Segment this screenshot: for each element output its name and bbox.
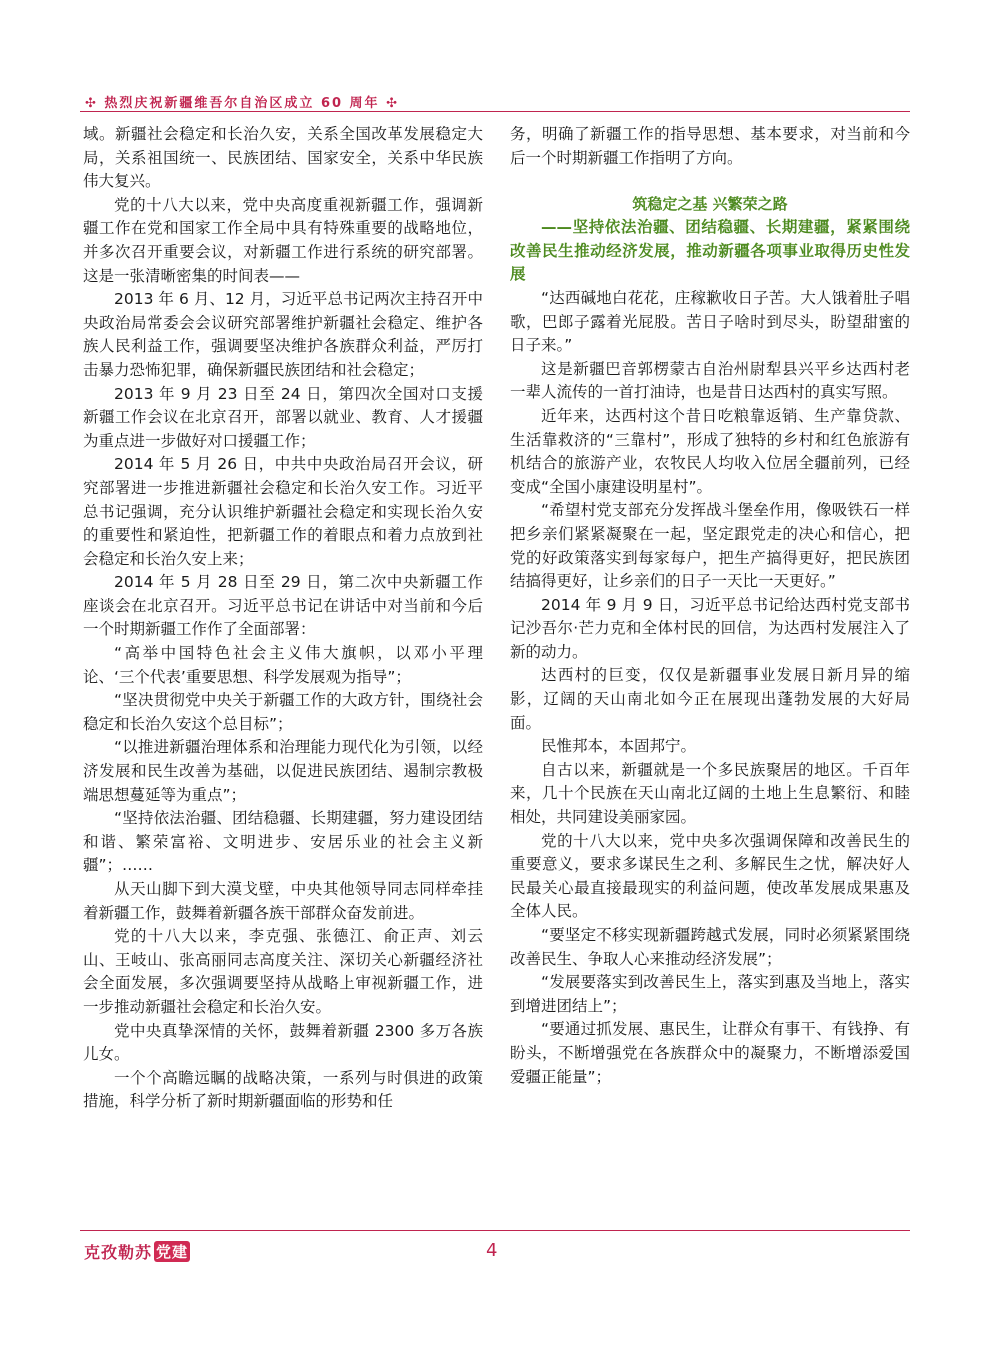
publication-logo — [84, 1240, 190, 1263]
paragraph: “高举中国特色社会主义伟大旗帜，以邓小平理论、‘三个代表’重要思想、科学发展观为指导”； — [83, 644, 483, 686]
paragraph: 从天山脚下到大漠戈壁，中央其他领导同志同样牵挂着新疆工作，鼓舞着新疆各族干部群众奋发前进。 — [83, 880, 483, 922]
paragraph: 2014 年 9 月 9 日，习近平总书记给达西村党支部书记沙吾尔·芒力克和全体村民的回信，为达西村发展注入了新的动力。 — [510, 595, 910, 661]
paragraph: 2014 年 5 月 26 日，中共中央政治局召开会议，研究部署进一步推进新疆社会稳定和长治久安工作。习近平总书记强调，充分认识维护新疆社会稳定和实现长治久安的重要性和紧迫性，把新疆工作的着眼点和着力点放到社会稳定和长治久安上来； — [83, 455, 483, 568]
paragraph: “以推进新疆治理体系和治理能力现代化为引领，以经济发展和民生改善为基础，以促进民族团结、遏制宗教极端思想蔓延等为重点”； — [83, 738, 483, 804]
page-header-title: ✣ 热烈庆祝新疆维吾尔自治区成立 60 周年 ✣ — [85, 96, 399, 111]
paragraph: 务，明确了新疆工作的指导思想、基本要求，对当前和今后一个时期新疆工作指明了方向。 — [510, 125, 910, 167]
paragraph: “坚持依法治疆、团结稳疆、长期建疆，努力建设团结和谐、繁荣富裕、文明进步、安居乐业的社会主义新疆”；…… — [83, 809, 483, 875]
paragraph: 党中央真挚深情的关怀，鼓舞着新疆 2300 多万各族儿女。 — [83, 1021, 483, 1064]
section-title: 筑稳定之基 兴繁荣之路 — [632, 195, 788, 214]
paragraph: “发展要落实到改善民生上，落实到惠及当地上，落实到增进团结上”； — [510, 973, 910, 1015]
logo-badge: 党建 — [156, 1243, 189, 1261]
section-subtitle: ——坚持依法治疆、团结稳疆、长期建疆，紧紧围绕改善民生推动经济发展，推动新疆各项事业取得历史性发展 — [510, 218, 910, 284]
footer-divider — [80, 1230, 910, 1231]
logo-text: 克孜勒苏 — [84, 1243, 153, 1262]
paragraph: 自古以来，新疆就是一个多民族聚居的地区。千百年来，几十个民族在天山南北辽阔的土地上生息繁衍、和睦相处，共同建设美丽家园。 — [510, 760, 910, 827]
page-number: 4 — [486, 1240, 498, 1261]
paragraph: “达西碱地白花花，庄稼歉收日子苦。大人饿着肚子唱歌，巴郎子露着光屁股。苦日子啥时到尽头，盼望甜蜜的日子来。” — [510, 288, 910, 355]
paragraph: 党的十八大以来，李克强、张德江、俞正声、刘云山、王岐山、张高丽同志高度关注、深切关心新疆经济社会全面发展，多次强调要坚持从战略上审视新疆工作，进一步推动新疆社会稳定和长治久安。 — [83, 927, 483, 1016]
paragraph: 达西村的巨变，仅仅是新疆事业发展日新月异的缩影，辽阔的天山南北如今正在展现出蓬勃发展的大好局面。 — [510, 666, 910, 732]
paragraph: 2014 年 5 月 28 日至 29 日，第二次中央新疆工作座谈会在北京召开。习近平总书记在讲话中对当前和今后一个时期新疆工作作了全面部署： — [83, 573, 483, 639]
paragraph: “要通过抓发展、惠民生，让群众有事干、有钱挣、有盼头，不断增强党在各族群众中的凝聚力，不断增添爱国爱疆正能量”； — [510, 1020, 910, 1086]
paragraph: 域。新疆社会稳定和长治久安，关系全国改革发展稳定大局，关系祖国统一、民族团结、国家安全，关系中华民族伟大复兴。 — [83, 125, 483, 191]
paragraph: 党的十八大以来，党中央多次强调保障和改善民生的重要意义，要求多谋民生之利、多解民生之忧，解决好人民最关心最直接最现实的利益问题，使改革发展成果惠及全体人民。 — [510, 831, 910, 921]
paragraph: 民惟邦本，本固邦宁。 — [541, 737, 697, 756]
right-column — [510, 123, 910, 1089]
paragraph: 这是新疆巴音郭楞蒙古自治州尉犁县兴平乡达西村老一辈人流传的一首打油诗，也是昔日达西村的真实写照。 — [510, 359, 910, 402]
paragraph: 一个个高瞻远瞩的战略决策，一系列与时俱进的政策措施，科学分析了新时期新疆面临的形势和任 — [83, 1068, 483, 1111]
paragraph: “要坚定不移实现新疆跨越式发展，同时必须紧紧围绕改善民生、争取人心来推动经济发展”； — [510, 926, 910, 968]
paragraph: 2013 年 6 月、12 月，习近平总书记两次主持召开中央政治局常委会会议研究部署维护新疆社会稳定、维护各族人民利益工作，强调要坚决维护各族群众利益，严厉打击暴力恐怖犯罪，确保新疆民族团结和社会稳定； — [83, 290, 483, 379]
paragraph: “坚决贯彻党中央关于新疆工作的大政方针，围绕社会稳定和长治久安这个总目标”； — [83, 691, 483, 733]
paragraph: 2013 年 9 月 23 日至 24 日，第四次全国对口支援新疆工作会议在北京召开，部署以就业、教育、人才援疆为重点进一步做好对口援疆工作； — [83, 384, 483, 450]
paragraph: 党的十八大以来，党中央高度重视新疆工作，强调新疆工作在党和国家工作全局中具有特殊重要的战略地位，并多次召开重要会议，对新疆工作进行系统的研究部署。这是一张清晰密集的时间表—— — [83, 195, 483, 285]
paragraph: 近年来，达西村这个昔日吃粮靠返销、生产靠贷款、生活靠救济的“三靠村”，形成了独特的乡村和红色旅游有机结合的旅游产业，农牧民人均收入位居全疆前列，已经变成“全国小康建设明星村”。 — [510, 406, 910, 496]
paragraph: “希望村党支部充分发挥战斗堡垒作用，像吸铁石一样把乡亲们紧紧凝聚在一起，坚定跟党走的决心和信心，把党的好政策落实到每家每户，把生产搞得更好，把民族团结搞得更好，让乡亲们的日子一天比一天更好。” — [510, 501, 910, 591]
left-column — [83, 123, 483, 1114]
header-divider — [80, 111, 910, 112]
